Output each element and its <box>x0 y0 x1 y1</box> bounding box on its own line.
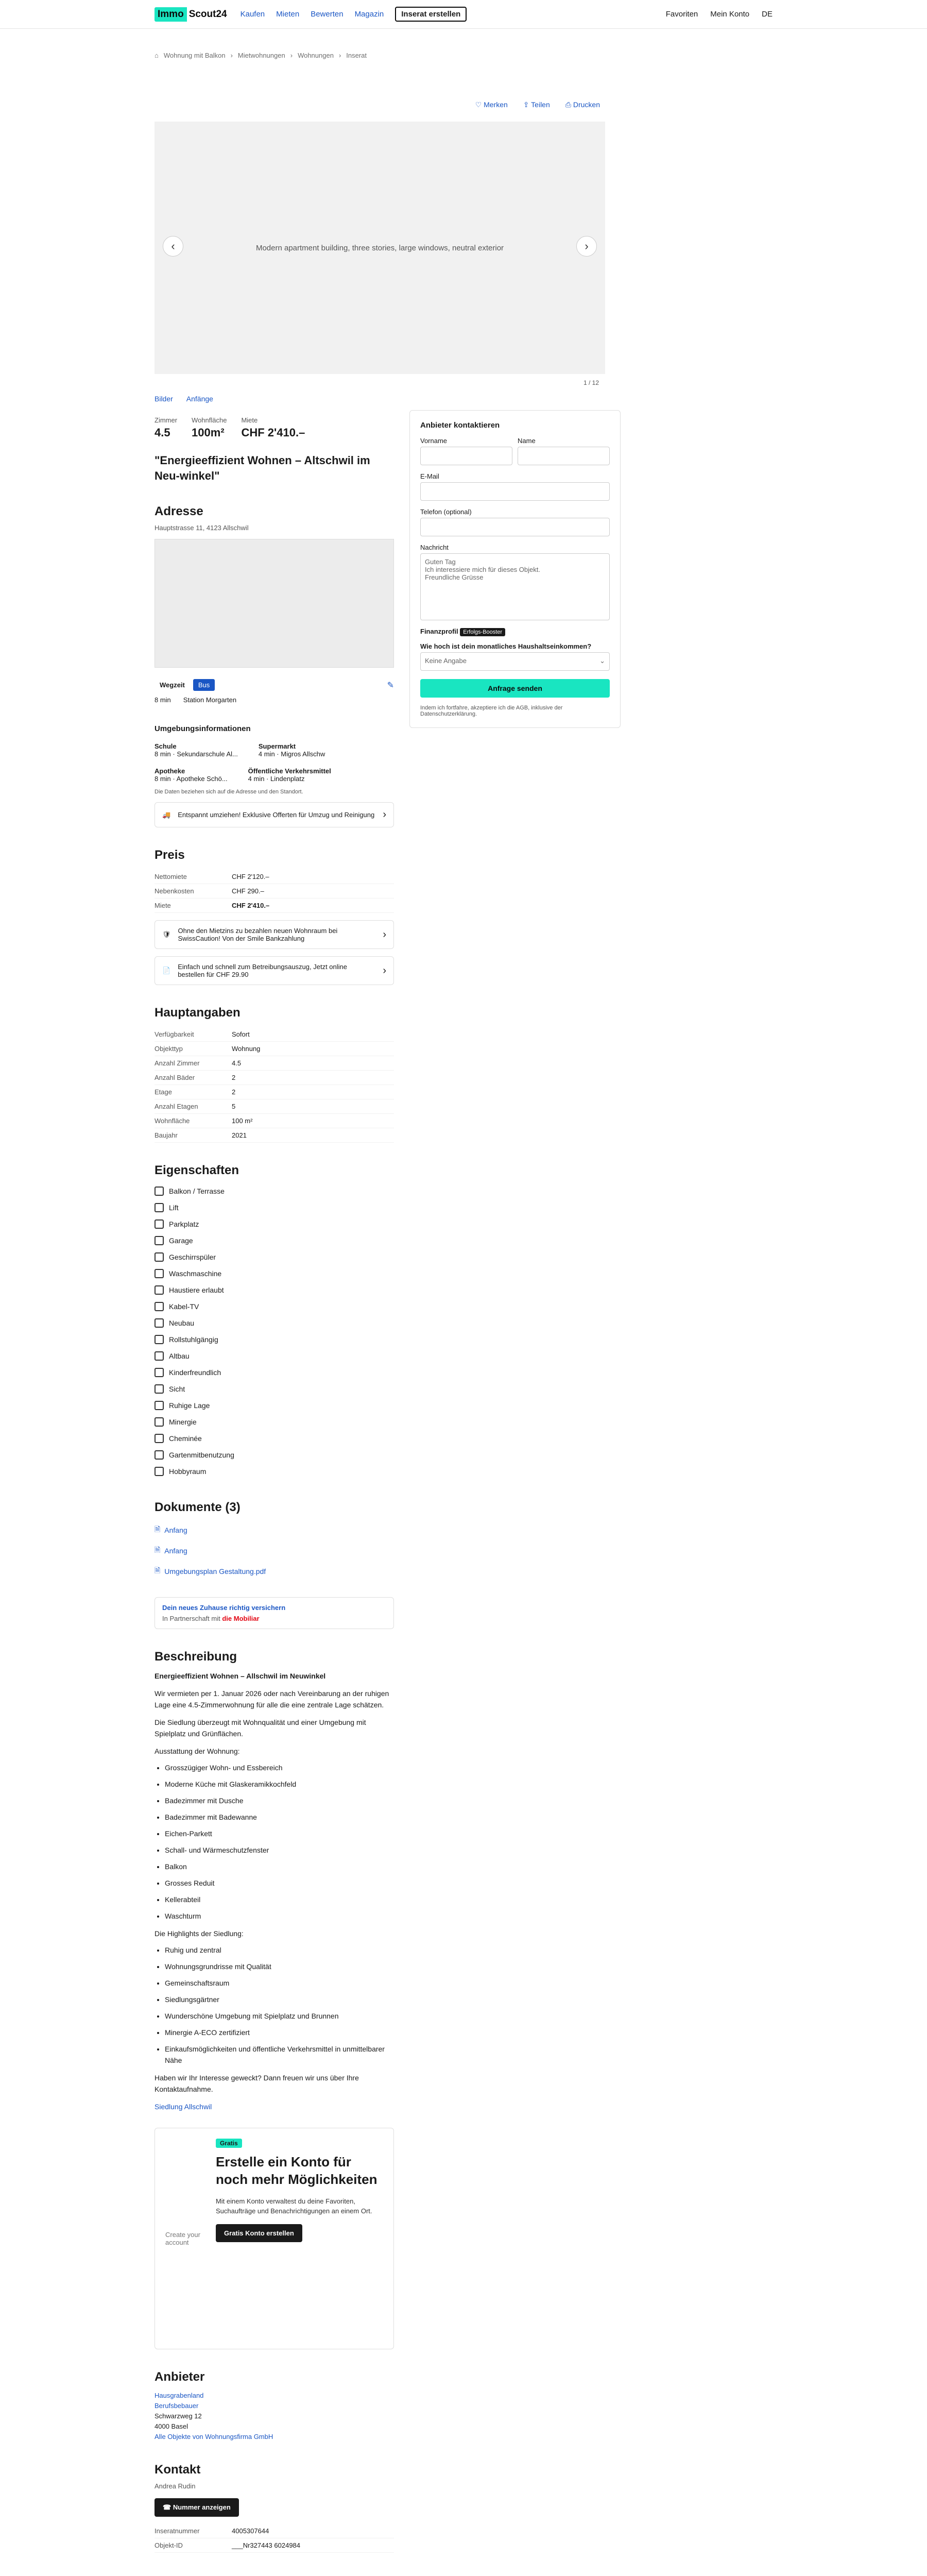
description-bullet: • Minergie A-ECO zertifiziert <box>165 2027 394 2038</box>
feature-item: Lift <box>154 1199 394 1216</box>
document-link[interactable]: 🗎 Anfang <box>154 1540 394 1561</box>
top-header <box>0 0 927 29</box>
feature-item: Altbau <box>154 1348 394 1364</box>
feature-item: Haustiere erlaubt <box>154 1282 394 1298</box>
description-bullet: • Balkon <box>165 1861 394 1872</box>
main-nav <box>241 7 467 22</box>
feature-icon <box>154 1417 164 1427</box>
description-bullet: • Ruhig und zentral <box>165 1944 394 1956</box>
price-table: Nettomiete CHF 2'120.– Nebenkosten CHF 290.– Miete CHF 2'410.– <box>154 870 394 913</box>
free-badge: Gratis <box>216 2139 242 2148</box>
surroundings-grid-2 <box>154 767 394 783</box>
contact-form: Anbieter kontaktieren Vorname Name E-Mail Telefon (optional) Nachricht Guten Tag Ich interessiere mich für dieses Objekt. Freundliche Grüsse Finanzprofil Erfolgs-Booster Wie hoch ist dein monatliches Haushaltseinkommen? Keine Angabe ⌄ Anfrage senden Indem ich fortfahre, akzeptiere ich die AGB, inklusive der Datenschutzerklärung. <box>409 410 621 728</box>
image-gallery[interactable] <box>154 122 605 386</box>
description-bullet: • Kellerabteil <box>165 1894 394 1905</box>
feature-item: Minergie <box>154 1414 394 1430</box>
feature-icon <box>154 1351 164 1361</box>
description-bullet: • Badezimmer mit Dusche <box>165 1795 394 1806</box>
phone-field[interactable] <box>420 518 610 536</box>
main-data-table: Verfügbarkeit Sofort Objekttyp Wohnung Anzahl Zimmer 4.5 Anzahl Bäder 2 Etage 2 Anzahl Etagen 5 Wohnfläche 100 m² Baujahr 2021 <box>154 1027 394 1143</box>
shield-icon: 🛡 <box>162 930 171 938</box>
feature-icon <box>154 1318 164 1328</box>
message-field[interactable]: Guten Tag Ich interessiere mich für dieses Objekt. Freundliche Grüsse <box>420 553 610 620</box>
description-bullet: • Einkaufsmöglichkeiten und öffentliche Verkehrsmittel in unmittelbarer Nähe <box>165 2043 394 2066</box>
crumb-item[interactable]: Mietwohnungen <box>237 52 285 59</box>
description-bullet: • Schall- und Wärmeschutzfenster <box>165 1844 394 1856</box>
create-account-button[interactable]: Gratis Konto erstellen <box>216 2224 302 2242</box>
feature-item: Ruhige Lage <box>154 1397 394 1414</box>
description-bullet: • Wunderschöne Umgebung mit Spielplatz und Brunnen <box>165 2010 394 2022</box>
fact-rooms: Zimmer 4.5 <box>154 416 178 439</box>
file-icon: 🗎 <box>154 1546 161 1554</box>
feature-icon <box>154 1252 164 1262</box>
income-select[interactable]: Keine Angabe ⌄ <box>420 652 610 671</box>
contact-form-heading: Anbieter kontaktieren <box>420 421 500 430</box>
feature-item: Waschmaschine <box>154 1265 394 1282</box>
logo[interactable]: Immo Scout24 <box>154 7 229 22</box>
gallery-count: 1 / 12 <box>583 379 599 386</box>
surroundings-note: Die Daten beziehen sich auf die Adresse und den Standort. <box>154 789 303 795</box>
description-bullet: • Grosszügiger Wohn- und Essbereich <box>165 1762 394 1773</box>
listing-title: "Energieeffizient Wohnen – Altschwil im Neu-winkel" <box>154 454 370 482</box>
send-request-button[interactable]: Anfrage senden <box>420 679 610 698</box>
action-bar <box>0 59 927 109</box>
description-bullet: • Gemeinschaftsraum <box>165 1977 394 1989</box>
main-data-heading: Hauptangaben <box>154 1006 241 1020</box>
tab-images[interactable]: Bilder <box>154 395 173 403</box>
provider-heading: Anbieter <box>154 2370 205 2384</box>
documents-list <box>154 1520 394 1582</box>
first-name-field[interactable] <box>420 447 512 465</box>
insert-button[interactable]: Inserat erstellen <box>395 7 467 22</box>
email-field[interactable] <box>420 482 610 501</box>
description-bullet: • Badezimmer mit Badewanne <box>165 1811 394 1823</box>
documents-heading: Dokumente (3) <box>154 1500 241 1514</box>
feature-item: Rollstuhlgängig <box>154 1331 394 1348</box>
feature-item: Garage <box>154 1232 394 1249</box>
description-heading: Beschreibung <box>154 1650 237 1664</box>
truck-icon: 🚚 <box>162 810 171 819</box>
signup-title: Erstelle ein Konto für noch mehr Möglichkeiten <box>215 2154 377 2187</box>
feature-icon <box>154 1450 164 1460</box>
feature-icon <box>154 1269 164 1278</box>
features-heading: Eigenschaften <box>154 1163 239 1177</box>
feature-icon <box>154 1384 164 1394</box>
feature-icon <box>154 1236 164 1245</box>
feature-item: Neubau <box>154 1315 394 1331</box>
transport-toggle <box>154 679 394 691</box>
feature-item: Hobbyraum <box>154 1463 394 1480</box>
provider-listings-link[interactable]: Alle Objekte von Wohnungsfirma GmbH <box>154 2433 273 2441</box>
description-bullet: • Moderne Küche mit Glaskeramikkochfeld <box>165 1778 394 1790</box>
address-heading: Adresse <box>154 504 203 518</box>
feature-item: Balkon / Terrasse <box>154 1183 394 1199</box>
siedlung-link[interactable]: Siedlung Allschwil <box>154 2103 212 2111</box>
language-select[interactable]: DE <box>762 10 772 19</box>
address-text: Hauptstrasse 11, 4123 Allschwil <box>154 524 249 532</box>
header-right <box>666 10 772 19</box>
feature-item: Geschirrspüler <box>154 1249 394 1265</box>
price-heading: Preis <box>154 848 185 862</box>
caution-box[interactable]: 🛡 Ohne den Mietzins zu bezahlen neuen Wohnraum bei SwissCaution! Von der Smile Bankzahlung › <box>154 920 394 949</box>
feature-item: Sicht <box>154 1381 394 1397</box>
document-link[interactable]: 🗎 Anfang <box>154 1520 394 1540</box>
description-bullet: • Waschturm <box>165 1910 394 1922</box>
travel-time-label: Wegzeit <box>160 681 185 689</box>
fact-area: Wohnfläche 100m² <box>192 416 227 439</box>
surrounding-school: Schule 8 min · Sekundarschule Al... <box>154 742 238 758</box>
feature-icon <box>154 1302 164 1311</box>
nav-kaufen[interactable]: Kaufen <box>240 10 265 19</box>
contact-table: Inseratnummer 4005307644 Objekt-ID ___Nr327443 6024984 <box>154 2524 394 2553</box>
fact-rent: Miete CHF 2'410.– <box>241 416 305 439</box>
feature-item: Kabel-TV <box>154 1298 394 1315</box>
feature-icon <box>154 1203 164 1212</box>
bookmark-button[interactable]: ♡ Merken <box>475 100 508 109</box>
moving-offer-box[interactable]: 🚚 Entspannt umziehen! Exklusive Offerten für Umzug und Reinigung › <box>154 802 394 827</box>
insurance-banner[interactable]: Dein neues Zuhause richtig versichern In Partnerschaft mit die Mobiliar <box>154 1597 394 1629</box>
feature-icon <box>154 1285 164 1295</box>
tab-attachments[interactable]: Anfänge <box>186 395 213 403</box>
signup-image: Create your account <box>165 2231 200 2246</box>
chevron-down-icon: ⌄ <box>599 657 605 665</box>
print-button[interactable]: ⎙ Drucken <box>565 100 600 109</box>
file-icon: 🗎 <box>154 1525 161 1533</box>
features-list <box>154 1183 394 1480</box>
prev-arrow-icon[interactable]: ‹ <box>163 236 183 257</box>
home-icon[interactable]: ⌂ <box>154 52 159 59</box>
breadcrumb: ⌂ Wohnung mit Balkon › Mietwohnungen › Wohnungen › Inserat <box>154 52 367 59</box>
signup-card: Create your account Gratis Erstelle ein Konto für noch mehr Möglichkeiten Mit einem Konto verwaltest du deine Favoriten, Suchaufträge und Benachrichtigungen an einem Ort. Gratis Konto erstellen <box>154 2128 394 2349</box>
share-button[interactable]: ⇪ Teilen <box>523 100 550 109</box>
feature-icon <box>154 1401 164 1410</box>
description-bullet: • Wohnungsgrundrisse mit Qualität <box>165 1961 394 1972</box>
debt-extract-box[interactable]: 📄 Einfach und schnell zum Betreibungsauszug, Jetzt online bestellen für CHF 29.90 › <box>154 956 394 985</box>
crumb-item: Inserat <box>346 52 367 59</box>
feature-icon <box>154 1335 164 1344</box>
feature-icon <box>154 1187 164 1196</box>
crumb-item[interactable]: Wohnungen <box>298 52 334 59</box>
feature-item: Kinderfreundlich <box>154 1364 394 1381</box>
contact-sidebar <box>409 374 621 2553</box>
surroundings-grid <box>154 742 394 758</box>
gallery-caption: Modern apartment building, three stories, large windows, neutral exterior <box>255 243 504 252</box>
description-bullet: • Grosses Reduit <box>165 1877 394 1889</box>
nav-bewerten[interactable]: Bewerten <box>311 10 344 19</box>
account-link[interactable]: Mein Konto <box>710 10 750 19</box>
next-arrow-icon[interactable]: › <box>576 236 597 257</box>
feature-icon <box>154 1368 164 1377</box>
description-bullet: • Siedlungsgärtner <box>165 1994 394 2005</box>
crumb-item[interactable]: Wohnung mit Balkon <box>163 52 226 59</box>
surroundings-heading: Umgebungsinformationen <box>154 724 251 733</box>
surrounding-supermarket: Supermarkt 4 min · Migros Allschw <box>258 742 325 758</box>
nav-magazin[interactable]: Magazin <box>354 10 384 19</box>
document-icon: 📄 <box>162 967 171 974</box>
description-body: Energieeffizient Wohnen – Allschwil im Neuwinkel Wir vermieten per 1. Januar 2026 oder nach Vereinbarung an der ruhigen Lage eine 4.5-Zimmerwohnung für alle die eine zentrale Lage schätzen. Die Siedlung überzeugt mit Wohnqualität und einer Umgebung mit Spielplatz und Grünflächen. Ausstattung der Wohnung: • Grosszügiger Wohn- und Essbereich • Moderne Küche mit Glaskeramikkochfeld • Badezimmer mit Dusche • Badezimmer mit Badewanne • Eichen-Parkett • Schall- und Wärmeschutzfenster • Balkon • Grosses Reduit • Kellerabteil • Waschturm Die Highlights der Siedlung: • Ruhig und zentral • Wohnungsgrundrisse mit Qualität • Gemeinschaftsraum • Siedlungsgärtner • Wunderschöne Umgebung mit Spielplatz und Brunnen • Minergie A-ECO zertifiziert • Einkaufsmöglichkeiten und öffentliche Verkehrsmittel in unmittelbarer Nähe Haben wir Ihr Interesse geweckt? Dann freuen wir uns über Ihre Kontaktaufnahme. Siedlung Allschwil <box>154 1670 394 2112</box>
file-icon: 🗎 <box>154 1566 161 1574</box>
description-bullet: • Eichen-Parkett <box>165 1828 394 1839</box>
feature-item: Cheminée <box>154 1430 394 1447</box>
show-number-button[interactable]: ☎ Nummer anzeigen <box>154 2498 239 2517</box>
contact-heading: Kontakt <box>154 2463 201 2477</box>
key-facts <box>154 416 394 439</box>
map[interactable] <box>154 539 394 668</box>
provider-info: Hausgrabenland Berufsbebauer Schwarzweg 12 4000 Basel Alle Objekte von Wohnungsfirma GmbH <box>154 2392 273 2441</box>
document-link[interactable]: 🗎 Umgebungsplan Gestaltung.pdf <box>154 1561 394 1582</box>
media-tabs <box>154 374 394 403</box>
edit-icon[interactable]: ✎ <box>387 681 394 690</box>
nav-mieten[interactable]: Mieten <box>276 10 300 19</box>
last-name-field[interactable] <box>518 447 610 465</box>
chevron-right-icon: › <box>383 809 386 820</box>
transport-info: 8 min Station Morgarten <box>154 696 237 704</box>
feature-icon <box>154 1219 164 1229</box>
feature-icon <box>154 1434 164 1443</box>
favorites-link[interactable]: Favoriten <box>665 10 698 19</box>
feature-item: Parkplatz <box>154 1216 394 1232</box>
bus-pill[interactable]: Bus <box>193 679 215 691</box>
surrounding-transit: Öffentliche Verkehrsmittel 4 min · Lindenplatz <box>248 767 331 783</box>
feature-item: Gartenmitbenutzung <box>154 1447 394 1463</box>
surrounding-pharmacy: Apotheke 8 min · Apotheke Schö... <box>154 767 228 783</box>
main-column: Bilder Anfänge Zimmer 4.5 Wohnfläche 100m² Miete CHF 2'410.– "Energieeffizient Wohnen – Altschwil im Neu-winkel" Adresse Hauptstrasse 11, 4123 Allschwil Wegzeit Bus ✎ 8 min Station Morgarten Umgebungsinformationen Schule 8 min · Sekundarschule Al... Supermarkt 4 min · Migros Allschw Apotheke 8 min · Apotheke Schö... Öffentliche Verkehrsmittel 4 min · Lindenplatz Die Daten beziehen sich auf die Adresse und den Standort. 🚚 Entspannt umziehen! Exklusive Offerten für Umzug und Reinigung › Preis Nettomiete CHF 2'120.– Nebenkosten CHF 290.– Miete CHF 2'410.– 🛡 Ohne den Mietzins zu bezahlen neuen Wohnraum bei SwissCaution! Von der Smile Bankzahlung › 📄 Einfach und schnell zum Betreibungsauszug, Jetzt online bestellen für CHF 29.90 › Hauptangaben Verfügbarkeit Sofort Objekttyp Wohnung Anzahl Zimmer 4.5 Anzahl Bäder 2 Etage 2 Anzahl Etagen 5 Wohnfläche 100 m² Baujahr 2021 Eigenschaften Balkon / Terrasse Lift Parkplatz Garage Geschirrspüler Waschmaschine Haustiere erlaubt Kabel-TV Neubau Rollstuhlgängig Altbau Kinderfreundlich Sicht Ruhige Lage Minergie Cheminée Gartenmitbenutzung Hobbyraum Dokumente (3) 🗎 Anfang 🗎 Anfang 🗎 Umgebungsplan Gestaltung.pdf Dein neues Zuhause richtig versichern In Partnerschaft mit die Mobiliar Beschreibung Energieeffizient Wohnen – Allschwil im Neuwinkel Wir vermieten per 1. Januar 2026 oder nach Vereinbarung an der ruhigen Lage eine 4.5-Zimmerwohnung für alle die eine zentrale Lage schätzen. Die Siedlung überzeugt mit Wohnqualität und einer Umgebung mit Spielplatz und Grünflächen. Ausstattung der Wohnung: • Grosszügiger Wohn- und Essbereich • Moderne Küche mit Glaskeramikkochfeld • Badezimmer mit Dusche • Badezimmer mit Badewanne • Eichen-Parkett • Schall- und Wärmeschutzfenster • Balkon • Grosses Reduit • Kellerabteil • Waschturm Die Highlights der Siedlung: • Ruhig und zentral • Wohnungsgrundrisse mit Qualität • Gemeinschaftsraum • Siedlungsgärtner • Wunderschöne Umgebung mit Spielplatz und Brunnen • Minergie A-ECO zertifiziert • Einkaufsmöglichkeiten und öffentliche Verkehrsmittel in unmittelbarer Nähe Haben wir Ihr Interesse geweckt? Dann freuen wir uns über Ihre Kontaktaufnahme. Siedlung Allschwil Create your account Gratis Erstelle ein Konto für noch mehr Möglichkeiten Mit einem Konto verwaltest du deine Favoriten, Suchaufträge und Benachrichtigungen an einem Ort. Gratis Konto erstellen Anbieter Hausgrabenland Berufsbebauer Schwarzweg 12 4000 Basel Alle Objekte von Wohnungsfirma GmbH Kontakt Andrea Rudin ☎ Nummer anzeigen Inseratnummer 4005307644 Objekt-ID ___Nr327443 6024984 <box>154 374 394 2553</box>
feature-icon <box>154 1467 164 1476</box>
